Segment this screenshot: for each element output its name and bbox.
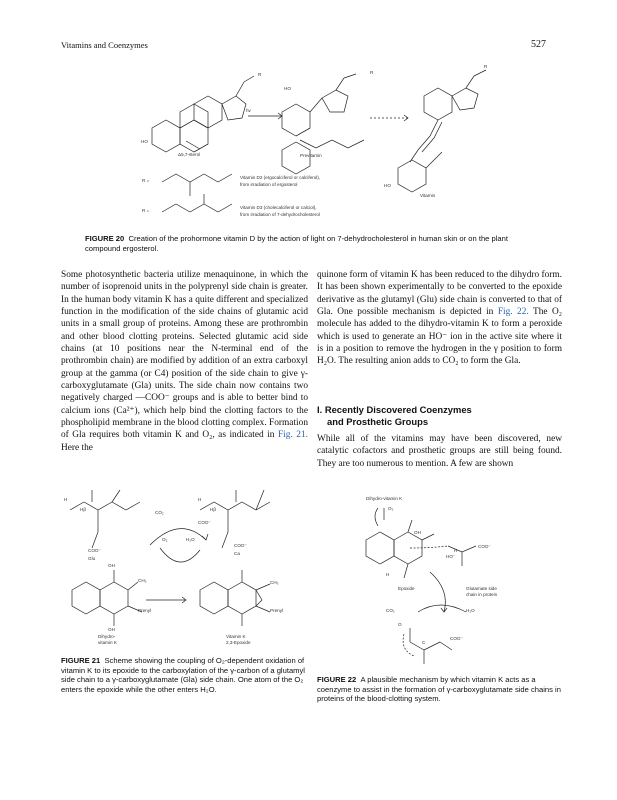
- fig21-ca-label: Ca: [234, 551, 240, 556]
- r-label-3: R: [484, 64, 488, 69]
- right-column-text-c: While all of the vitamins may have been discovered, new catalytic cofactors and prosthetic groups are still being found. They are too numerous to mention. A few are shown: [317, 434, 562, 469]
- sterol-label: Δ5,7-sterol: [178, 152, 201, 157]
- right-column-text-a: quinone form of vitamin K has been reduced to the dihydro form. It has been shown experimentally to be converted to the epoxide derivative as the glutamyl (Glu) side chain is converted to that of Gla. One possible mechanism is depicted in: [317, 270, 562, 318]
- running-title: Vitamins and Coenzymes: [61, 40, 148, 50]
- fig22-co2-label: CO₂: [386, 608, 395, 613]
- section-heading-line1: I. Recently Discovered Coenzymes: [317, 404, 472, 415]
- fig-22-link[interactable]: Fig. 22.: [497, 307, 529, 318]
- fig21-h2-label: H: [198, 497, 202, 502]
- fig22-epoxide-label: Epoxide: [398, 586, 415, 591]
- figure-20-caption-text: Creation of the prohormone vitamin D by the action of light on 7-dehydrocholesterol in human skin or on the plant compound ergosterol.: [85, 234, 508, 253]
- fig22-h-label: H: [386, 572, 390, 577]
- fig21-glu-label: Glu: [88, 556, 96, 561]
- fig21-coo-1: COO⁻: [88, 548, 101, 553]
- fig21-coo-3: COO⁻: [234, 543, 247, 548]
- fig-21-link[interactable]: Fig. 21.: [278, 430, 308, 441]
- fig21-oh-top: OH: [108, 563, 115, 568]
- fig22-coo-1: COO⁻: [478, 544, 491, 549]
- r-label-2: R: [370, 70, 374, 75]
- vitamin-d3-line2: from irradiation of 7-dehydrocholesterol: [240, 212, 320, 217]
- fig21-o2-label: O₂: [162, 537, 168, 542]
- fig21-dihydro-line2: vitamin K: [98, 640, 117, 645]
- fig22-h2-label: H: [454, 548, 458, 553]
- figure-22-caption: [317, 675, 562, 704]
- fig21-epoxide-line1: Vitamin K: [226, 634, 246, 639]
- section-heading-line2: and Prosthetic Groups: [327, 415, 429, 427]
- fig21-ch3-left: CH₃: [138, 578, 147, 583]
- figure-22-label: FIGURE 22: [317, 675, 357, 684]
- fig21-h2o-label: H₂O: [186, 537, 195, 542]
- figure-21-label: FIGURE 21: [61, 656, 101, 665]
- ho-label-2: HO: [284, 86, 291, 91]
- fig22-glutamate-line1: Glutamate side: [466, 586, 497, 591]
- figure-22-caption-text: A plausible mechanism by which vitamin K acts as a coenzyme to assist in the formation of γ-carboxyglutamate side chains in proteins of the blood-clotting system.: [317, 675, 561, 704]
- left-column-text: Some photosynthetic bacteria utilize menaquinone, in which the number of isoprenoid units in the polyprenyl side chain is greater. In the human body vitamin K has a quite different and specialized function in the modification of the side chains of glutamic acid units in a small group of proteins. Among these are prothrombin and other blood clotting proteins. Selected glutamic acid side chains (at 10 positions near the N-terminal end of the prothrombin chain) are modified by addition of an extra carboxyl group at the gamma (or C4) position of the side chain to give γ-carboxyglutamate (Gla) units. The side chain now contains two negatively charged —COO⁻ groups and is able to better bind to calcium ions (Ca²⁺), which help bind the clotting factors to the phospholipid membrane in the blood clotting complex. Formation of Gla requires both vitamin K and O₂, as indicated in: [61, 270, 308, 441]
- fig21-oh-bottom: OH: [108, 627, 115, 632]
- fig21-dihydro-line1: Dihydro-: [98, 634, 116, 639]
- fig21-coo-2: COO⁻: [198, 520, 211, 525]
- fig22-oh-label: OH: [414, 530, 421, 535]
- fig22-glutamate-line2: chain in protein: [466, 592, 498, 597]
- fig21-h-label: H: [64, 497, 68, 502]
- ho-label-1: HO: [141, 139, 148, 144]
- r-equals-1: R =: [142, 178, 150, 183]
- left-column-tail: Here the: [61, 442, 93, 453]
- fig22-h2o-label: H₂O: [466, 608, 475, 613]
- r-label-1: R: [258, 72, 262, 77]
- fig22-o2-label: O₂: [388, 506, 394, 511]
- page-number: 527: [531, 39, 546, 50]
- vitamin-d2-line1: Vitamin D2 (ergocalciferol or calciferol),: [240, 175, 321, 180]
- fig21-ch3-right: CH₃: [270, 580, 279, 585]
- fig21-hb2-label: Hβ: [210, 507, 216, 512]
- fig21-prenyl-right: Prenyl: [270, 608, 284, 613]
- hv-label: hv: [246, 108, 251, 113]
- fig22-c-label: C: [422, 640, 426, 645]
- vitamin-d2-line2: from irradiation of ergosterol: [240, 182, 298, 187]
- figure-21-caption-text: Scheme showing the coupling of O₂-dependent oxidation of vitamin K to its epoxide to the carboxylation of the γ-carbon of a glutamyl side chain to a γ-carboxyglutamate (Gla) side chain. One atom of the O₂ enters the epoxide while the other enters H₂O.: [61, 656, 305, 694]
- fig21-prenyl-left: Prenyl: [138, 608, 152, 613]
- fig21-epoxide-line2: 2,3-Epoxide: [226, 640, 251, 645]
- fig22-dihydro-label: Dihydro-vitamin K: [366, 496, 403, 501]
- r-equals-2: R =: [142, 208, 150, 213]
- vitamin-label: Vitamin: [420, 193, 436, 198]
- vitamin-d3-line1: Vitamin D3 (cholecalciferol or calciol),: [240, 205, 317, 210]
- fig21-co2-label: CO₂: [155, 510, 164, 515]
- figure-20-label: FIGURE 20: [85, 234, 125, 243]
- fig22-coo-2: COO⁻: [450, 636, 463, 641]
- fig22-ho-label: HO⁻: [446, 554, 456, 559]
- fig22-o-label: O: [398, 622, 402, 627]
- ho-label-3: HO: [384, 183, 391, 188]
- right-column-text-b: The O₂ molecule has added to the dihydro-vitamin K to form a peroxide which is used to generate an HO⁻ ion in the active site where it is in a position to remove the hydrogen in the γ position to form H₂O. The resulting anion adds to CO₂ to form the Gla.: [317, 307, 562, 367]
- fig21-hb-label: Hβ: [80, 507, 86, 512]
- previtamin-label: Previtamin: [300, 153, 322, 158]
